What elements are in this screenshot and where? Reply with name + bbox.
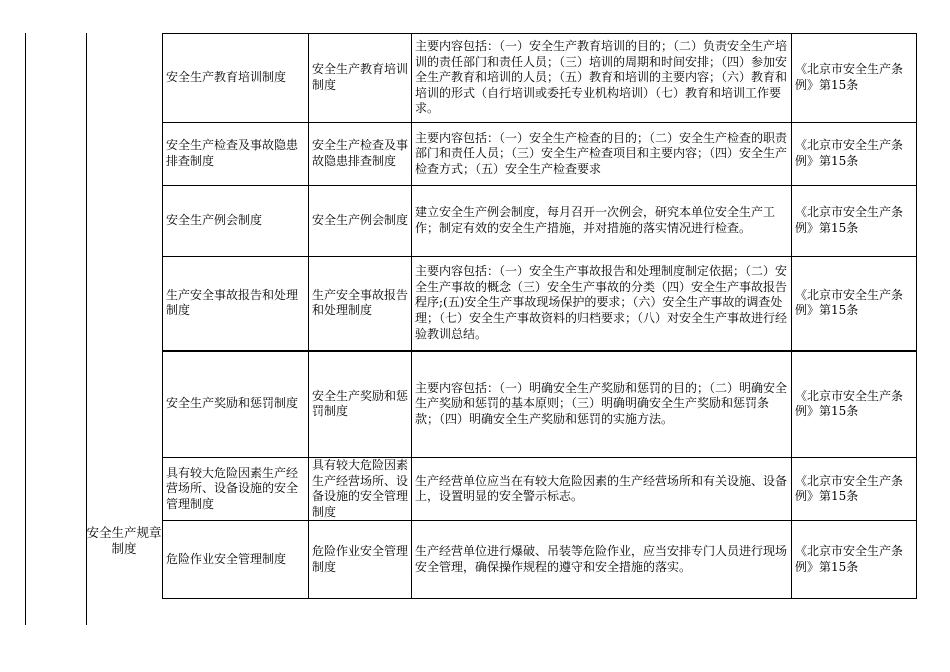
table-row bbox=[163, 351, 917, 458]
regulations-table bbox=[162, 33, 917, 599]
content-cell: 主要内容包括：（一）安全生产检查的目的；（二）安全生产检查的职责部门和责任人员；（三）安全生产检查项目和主要内容；（四）安全生产检查方式；（五）安全生产检查要求 bbox=[412, 123, 792, 186]
system-cell: 安全生产例会制度 bbox=[163, 186, 309, 257]
basis-cell: 《北京市安全生产条例》第15条 bbox=[792, 186, 917, 257]
basis-cell: 《北京市安全生产条例》第15条 bbox=[792, 458, 917, 521]
table-row bbox=[163, 257, 917, 351]
content-cell: 建立安全生产例会制度，每月召开一次例会，研究本单位安全生产工作；制定有效的安全生产措施，并对措施的落实情况进行检查。 bbox=[412, 186, 792, 257]
category-label: 安全生产规章制度 bbox=[86, 525, 162, 556]
table-row bbox=[163, 521, 917, 599]
name-cell: 安全生产检查及事故隐患排查制度 bbox=[309, 123, 412, 186]
name-cell: 安全生产奖励和惩罚制度 bbox=[309, 351, 412, 458]
content-cell: 生产经营单位应当在有较大危险因素的生产经营场所和有关设施、设备上，设置明显的安全警示标志。 bbox=[412, 458, 792, 521]
system-cell: 生产安全事故报告和处理制度 bbox=[163, 257, 309, 351]
system-cell: 安全生产教育培训制度 bbox=[163, 34, 309, 123]
basis-cell: 《北京市安全生产条例》第15条 bbox=[792, 351, 917, 458]
name-cell: 生产安全事故报告和处理制度 bbox=[309, 257, 412, 351]
table-row bbox=[163, 123, 917, 186]
name-cell: 安全生产例会制度 bbox=[309, 186, 412, 257]
left-border-line bbox=[25, 33, 26, 625]
content-cell: 主要内容包括：（一）安全生产事故报告和处理制度制定依据；（二）安全生产事故的概念（三）安全生产事故的分类（四）安全生产事故报告程序;(五)安全生产事故现场保护的要求；（六）安全生产事故的调查处理；（七）安全生产事故资料的归档要求；（八）对安全生产事故进行经验教训总结。 bbox=[412, 257, 792, 351]
content-cell: 主要内容包括：（一）明确安全生产奖励和惩罚的目的；（二）明确安全生产奖励和惩罚的基本原则；（三）明确明确安全生产奖励和惩罚条款；（四）明确安全生产奖励和惩罚的实施方法。 bbox=[412, 351, 792, 458]
table-row bbox=[163, 458, 917, 521]
basis-cell: 《北京市安全生产条例》第15条 bbox=[792, 123, 917, 186]
basis-cell: 《北京市安全生产条例》第15条 bbox=[792, 34, 917, 123]
name-cell: 安全生产教育培训制度 bbox=[309, 34, 412, 123]
name-cell: 具有较大危险因素生产经营场所、设备设施的安全管理制度 bbox=[309, 458, 412, 521]
basis-cell: 《北京市安全生产条例》第15条 bbox=[792, 521, 917, 599]
content-cell: 主要内容包括：（一）安全生产教育培训的目的；（二）负责安全生产培训的责任部门和责任人员；（三）培训的周期和时间安排；（四）参加安全生产教育和培训的人员；（五）教育和培训的主要内容；（六）教育和培训的形式（自行培训或委托专业机构培训）（七）教育和培训工作要求。 bbox=[412, 34, 792, 123]
system-cell: 安全生产奖励和惩罚制度 bbox=[163, 351, 309, 458]
name-cell: 危险作业安全管理制度 bbox=[309, 521, 412, 599]
table-row bbox=[163, 186, 917, 257]
content-cell: 生产经营单位进行爆破、吊装等危险作业，应当安排专门人员进行现场安全管理，确保操作规程的遵守和安全措施的落实。 bbox=[412, 521, 792, 599]
basis-cell: 《北京市安全生产条例》第15条 bbox=[792, 257, 917, 351]
table-row bbox=[163, 34, 917, 123]
system-cell: 危险作业安全管理制度 bbox=[163, 521, 309, 599]
system-cell: 安全生产检查及事故隐患排查制度 bbox=[163, 123, 309, 186]
system-cell: 具有较大危险因素生产经营场所、设备设施的安全管理制度 bbox=[163, 458, 309, 521]
